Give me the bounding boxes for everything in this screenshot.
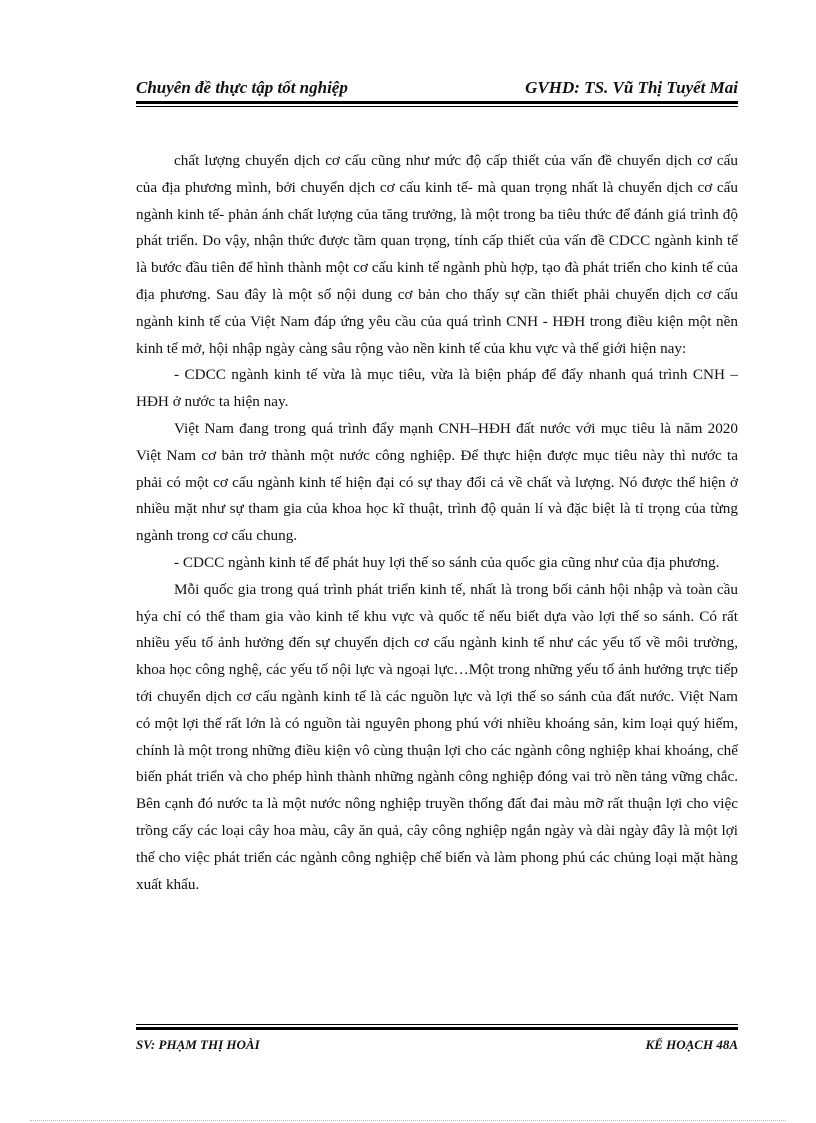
footer-class: KẾ HOẠCH 48A bbox=[645, 1037, 738, 1052]
header-rule-thin bbox=[136, 106, 738, 107]
paragraph: chất lượng chuyển dịch cơ cấu cũng như mức độ cấp thiết của vấn đề chuyển dịch cơ cấu của địa phương mình, bởi chuyển dịch cơ cấu kinh tế- mà quan trọng nhất là chuyển dịch cơ cấu ngành kinh tế- phản ánh chất lượng của tăng trưởng, là một trong ba tiêu thức để đánh giá trình độ phát triển. Do vậy, nhận thức được tầm quan trọng, tính cấp thiết của vấn đề CDCC ngành kinh tế là bước đầu tiên để hình thành một cơ cấu kinh tế ngành phù hợp, tạo đà phát triển cho kinh tế của địa phương. Sau đây là một số nội dung cơ bản cho thấy sự cần thiết phải chuyển dịch cơ cấu ngành kinh tế của Việt Nam đáp ứng yêu cầu của quá trình CNH - HĐH trong điều kiện một nền kinh tế mở, hội nhập ngày càng sâu rộng vào nền kinh tế của khu vực và thế giới hiện nay: bbox=[136, 152, 738, 357]
page-header bbox=[136, 72, 738, 98]
header-title: Chuyên đề thực tập tốt nghiệp bbox=[136, 78, 348, 97]
paragraph: Việt Nam đang trong quá trình đẩy mạnh CNH–HĐH đất nước với mục tiêu là năm 2020 Việt Nam cơ bản trở thành một nước công nghiệp. Để thực hiện được mục tiêu này thì nước ta phải có một cơ cấu ngành kinh tế hiện đại có sự thay đổi cả về chất và lượng. Nó được thể hiện ở nhiều mặt như sự tham gia của khoa học kĩ thuật, trình độ quản lí và đặc biệt là tỉ trọng của từng ngành trong cơ cấu chung. bbox=[136, 419, 738, 545]
page-bottom-edge bbox=[30, 1120, 786, 1121]
footer-student: SV: PHẠM THỊ HOÀI bbox=[136, 1037, 260, 1052]
paragraph: - CDCC ngành kinh tế vừa là mục tiêu, vừa là biện pháp để đẩy nhanh quá trình CNH –HĐH ở nước ta hiện nay. bbox=[136, 366, 738, 411]
paragraph: - CDCC ngành kinh tế để phát huy lợi thế so sánh của quốc gia cũng như của địa phương. bbox=[174, 553, 720, 571]
footer-rule-thin bbox=[136, 1024, 738, 1025]
header-rule-thick bbox=[136, 101, 738, 104]
footer-rule-thick bbox=[136, 1027, 738, 1030]
header-supervisor: GVHD: TS. Vũ Thị Tuyết Mai bbox=[525, 78, 738, 97]
body-text bbox=[136, 148, 738, 898]
paragraph: Mỗi quốc gia trong quá trình phát triển kinh tế, nhất là trong bối cảnh hội nhập và toàn cầu hýa chỉ có thể tham gia vào kinh tế khu vực và quốc tế nếu biết dựa vào lợi thế so sánh. Có rất nhiều yếu tố ảnh hưởng đến sự chuyển dịch cơ cấu ngành kinh tế như các yếu tố về môi trường, khoa học công nghệ, các yếu tố nội lực và ngoại lực…Một trong những yếu tố ảnh hưởng trực tiếp tới chuyển dịch cơ cấu ngành kinh tế là các nguồn lực và lợi thế so sánh của đất nước. Việt Nam có một lợi thế rất lớn là có nguồn tài nguyên phong phú với nhiều khoáng sản, kim loại quý hiếm, chính là một trong những điều kiện vô cùng thuận lợi cho các ngành công nghiệp khai khoáng, chế biến phát triển và cho phép hình thành những ngành công nghiệp đóng vai trò nền tảng vững chắc. Bên cạnh đó nước ta là một nước nông nghiệp truyền thống đất đai màu mỡ rất thuận lợi cho việc trồng cấy các loại cây hoa màu, cây ăn quả, cây công nghiệp ngắn ngày và dài ngày đây là một lợi thế cho việc phát triển các ngành công nghiệp chế biến và làm phong phú các chủng loại mặt hàng xuất khẩu. bbox=[136, 580, 738, 893]
page-footer bbox=[136, 1037, 738, 1053]
